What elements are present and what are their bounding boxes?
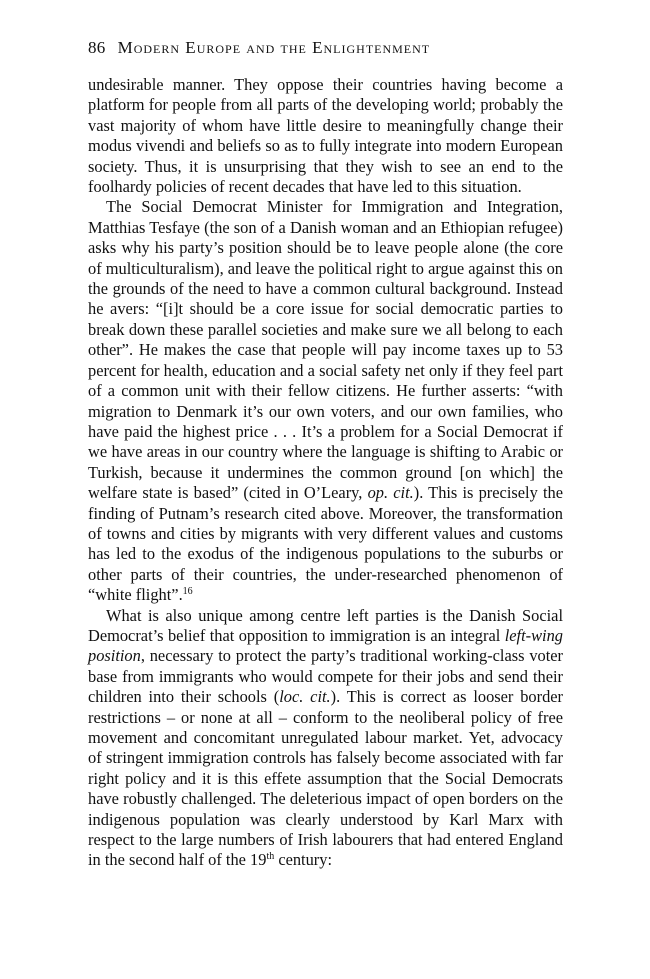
paragraph-3-text-d: century: <box>274 850 333 870</box>
page-number: 86 <box>88 38 106 57</box>
paragraph-2-text-b: ). This is precisely the finding of Putnam’s research cited above. Moreover, the transformation of towns and cities by migrants with very different values and customs has led to the exodus of the indigenous populations to the suburbs or other parts of their countries, the under-researched phenomenon of “white flight”. <box>88 483 563 605</box>
paragraph-3-text-a: What is also unique among centre left parties is the Danish Social Democrat’s belief that opposition to immigration is an integral <box>88 605 563 645</box>
footnote-reference: 16 <box>182 586 193 598</box>
paragraph-3-text-b: , necessary to protect the party’s traditional working-class voter base from immigrants who would compete for their jobs and send their children into their schools ( <box>88 646 563 707</box>
running-title: Modern Europe and the Enlightenment <box>117 38 431 57</box>
paragraph-2-text-a: The Social Democrat Minister for Immigration and Integration, Matthias Tesfaye (the son of a Danish woman and an Ethiopian refugee) asks why his party’s position should be to leave people alone (the core of multiculturalism), and leave the political right to argue against this on the grounds of the need to have a common cultural background. Instead he avers: “[i]t should be a core issue for social democratic parties to break down these parallel societies and make sure we all belong to each other”. He makes the case that people will pay income taxes up to 53 percent for health, education and a social safety net only if they feel part of a common unit with their fellow citizens. He further asserts: “with migration to Denmark it’s our own voters, and our own families, who have paid the highest price . . . It’s a problem for a Social Democrat if we have areas in our country where the language is shifting to Arabic or Turkish, because it undermines the common ground [on which] the welfare state is based” (cited in O’Leary, <box>88 197 563 503</box>
citation-loc-cit: loc. cit. <box>279 687 331 707</box>
running-head <box>88 38 563 58</box>
ordinal-superscript: th <box>266 851 275 863</box>
paragraph-1: undesirable manner. They oppose their countries having become a platform for people from all parts of the developing world; probably the vast majority of whom have little desire to meaningfully change their modus vivendi and beliefs so as to fully integrate into modern European society. Thus, it is unsurprising that they wish to see an end to the foolhardy policies of recent decades that have led to this situation. <box>88 75 563 197</box>
paragraph-3 <box>88 606 563 871</box>
paragraph-2 <box>88 197 563 605</box>
body-text <box>88 75 563 871</box>
citation-op-cit: op. cit. <box>367 483 414 503</box>
paragraph-3-text-c: ). This is correct as looser border restrictions – or none at all – conform to the neoliberal policy of free movement and concomitant unregulated labour market. Yet, advocacy of stringent immigration controls has falsely become associated with far right policy and it is this effete assumption that the Social Democrats have robustly challenged. The deleterious impact of open borders on the indigenous population was clearly understood by Karl Marx with respect to the large numbers of Irish labourers that had entered England in the second half of the 19 <box>88 687 563 870</box>
emphasis-left-wing-position: left-wing position <box>88 625 563 666</box>
